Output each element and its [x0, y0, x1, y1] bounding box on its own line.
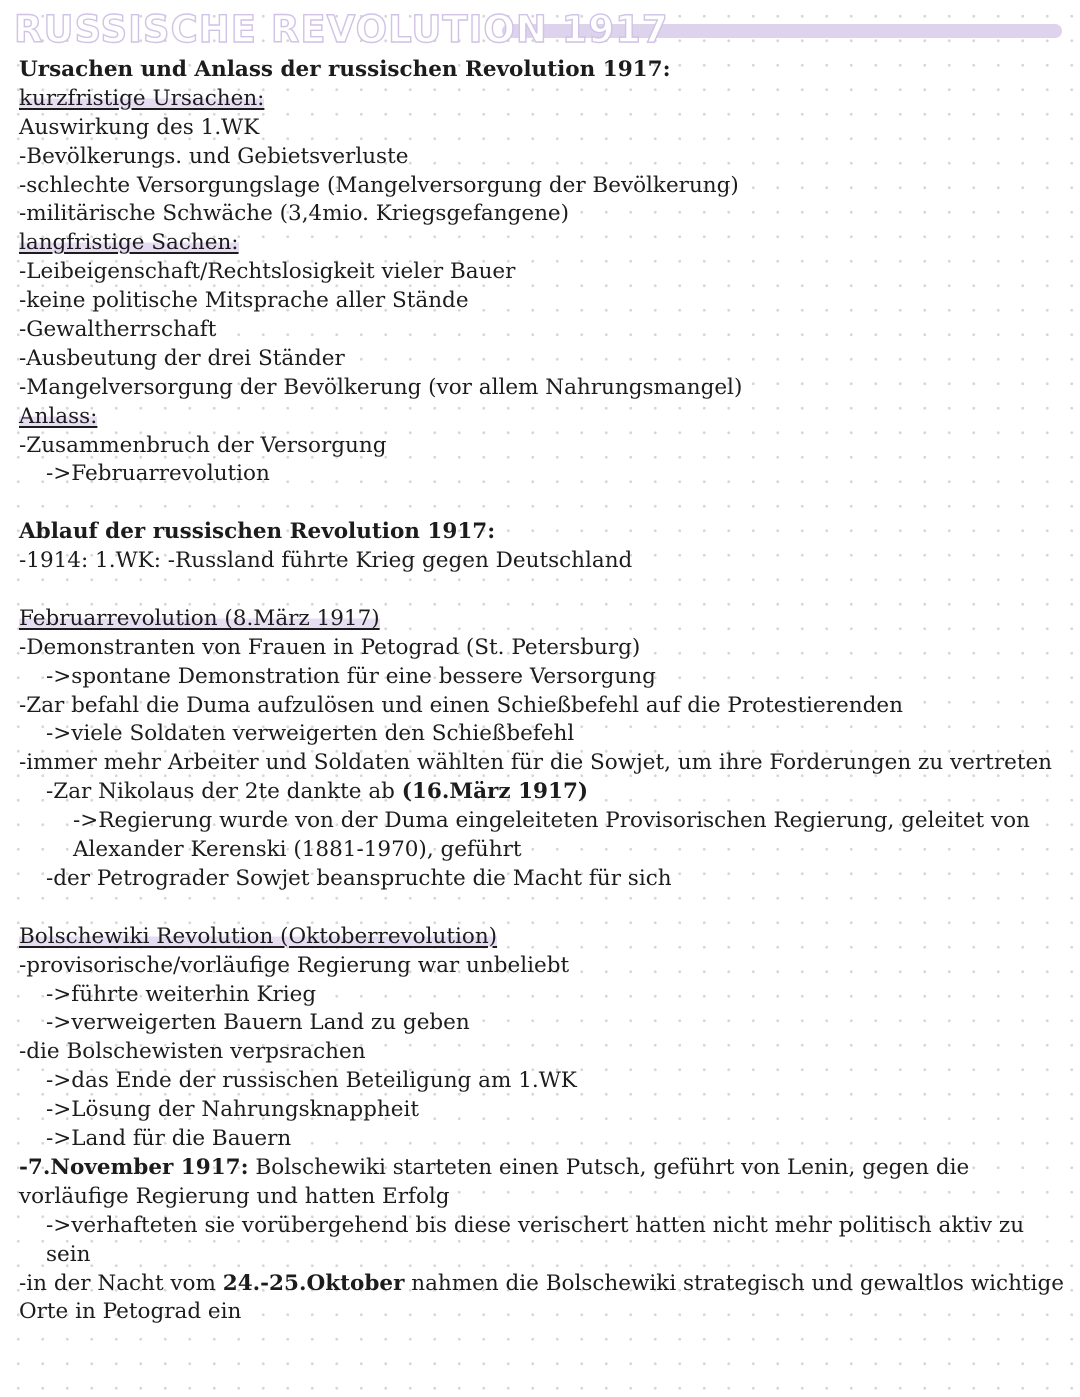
- list-item-text: -in der Nacht vom: [19, 1270, 223, 1296]
- subheading-occasion-label: Anlass:: [19, 403, 98, 429]
- list-item: ->führte weiterhin Krieg: [46, 981, 317, 1007]
- list-item: ->viele Soldaten verweigerten den Schießbefehl: [46, 721, 575, 747]
- list-item: [19, 778, 1064, 807]
- subheading-february: [19, 605, 1064, 634]
- list-item: -provisorische/vorläufige Regierung war unbeliebt: [19, 952, 570, 978]
- section-heading-course: Ablauf der russischen Revolution 1917:: [19, 519, 496, 545]
- subheading-february-label: Februarrevolution (8.März 1917): [19, 605, 380, 631]
- list-item: ->spontane Demonstration für eine bessere Versorgung: [46, 663, 656, 689]
- list-item: -schlechte Versorgungslage (Mangelversorgung der Bevölkerung): [19, 172, 739, 198]
- list-item: ->Lösung der Nahrungsknappheit: [46, 1097, 419, 1123]
- list-item: -der Petrograder Sowjet beanspruchte die Macht für sich: [46, 865, 672, 891]
- list-item-text: Bolschewiki starteten einen Putsch, geführt von Lenin, gegen die vorläufige Regierung und hatten Erfolg: [19, 1154, 970, 1209]
- list-item: ->verweigerten Bauern Land zu geben: [46, 1010, 470, 1036]
- date-bold: 24.-25.Oktober: [222, 1270, 405, 1296]
- spacer: [19, 576, 1064, 605]
- section-heading-causes: Ursachen und Anlass der russischen Revolution 1917:: [19, 57, 671, 82]
- list-item: -Leibeigenschaft/Rechtslosigkeit vieler Bauer: [19, 259, 516, 285]
- date-bold: (16.März 1917): [401, 779, 589, 805]
- spacer: [19, 489, 1064, 518]
- page-title: RUSSISCHE REVOLUTION 1917: [14, 8, 669, 51]
- list-item: -die Bolschewisten verpsrachen: [19, 1039, 366, 1065]
- subheading-occasion: [19, 403, 1064, 432]
- list-item-text: nahmen die Bolschewiki strategisch und gewaltlos wichtige Orte in Petograd ein: [19, 1270, 1064, 1325]
- list-item: -Zusammenbruch der Versorgung: [19, 432, 387, 458]
- list-item: ->verhafteten sie vorübergehend bis diese verischert hatten nicht mehr politisch aktiv zu sein: [46, 1212, 1025, 1267]
- list-item: -keine politische Mitsprache aller Stände: [19, 288, 469, 314]
- list-item: -immer mehr Arbeiter und Soldaten wählten für die Sowjet, um ihre Forderungen zu vertreten: [19, 750, 1053, 776]
- date-bold: -7.November 1917:: [19, 1154, 249, 1180]
- list-item: -Ausbeutung der drei Ständer: [19, 345, 345, 371]
- subheading-short-term-label: kurzfristige Ursachen:: [19, 85, 265, 111]
- list-item: ->Februarrevolution: [46, 461, 270, 487]
- list-item-text: -Zar Nikolaus der 2te dankte ab: [46, 779, 402, 805]
- list-item: ->Land für die Bauern: [46, 1126, 292, 1151]
- list-item: -Demonstranten von Frauen in Petograd (St. Petersburg): [19, 634, 641, 660]
- subheading-october-label: Bolschewiki Revolution (Oktoberrevolution): [19, 923, 498, 949]
- list-item: ->das Ende der russischen Beteiligung am 1.WK: [46, 1068, 577, 1094]
- list-item: -Bevölkerungs. und Gebietsverluste: [19, 143, 409, 169]
- list-item: [19, 1154, 1064, 1212]
- list-item: -Zar befahl die Duma aufzulösen und einen Schießbefehl auf die Protestierenden: [19, 692, 903, 718]
- list-item: Auswirkung des 1.WK: [19, 114, 260, 140]
- list-item: -militärische Schwäche (3,4mio. Kriegsgefangene): [19, 201, 570, 227]
- subheading-october: [19, 923, 1064, 952]
- notes-content: [19, 56, 1064, 1327]
- subheading-long-term-label: langfristige Sachen:: [19, 230, 239, 256]
- list-item: -Gewaltherrschaft: [19, 317, 217, 343]
- list-item: -Mangelversorgung der Bevölkerung (vor allem Nahrungsmangel): [19, 374, 743, 400]
- subheading-short-term: [19, 85, 1064, 114]
- list-item: [19, 1270, 1064, 1328]
- spacer: [19, 894, 1064, 923]
- list-item: ->Regierung wurde von der Duma eingeleiteten Provisorischen Regierung, geleitet von Alexander Kerenski (1881-1970), geführt: [73, 808, 1030, 863]
- subheading-long-term: [19, 229, 1064, 258]
- list-item: -1914: 1.WK: -Russland führte Krieg gegen Deutschland: [19, 548, 633, 574]
